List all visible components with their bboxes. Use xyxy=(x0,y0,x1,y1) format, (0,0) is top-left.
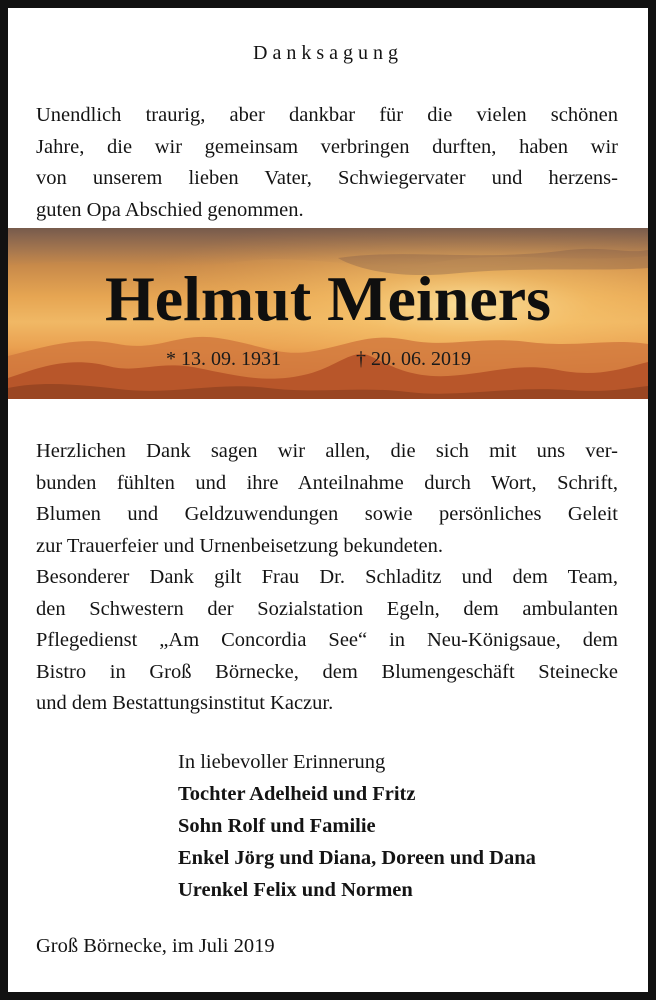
intro-line: Unendlich traurig, aber dankbar für die vielen schönen xyxy=(36,104,618,126)
family-signature xyxy=(178,746,536,906)
thanks-line: Pflegedienst „Am Concordia See“ in Neu-Königsaue, dem xyxy=(36,629,618,651)
thanks-line: den Schwestern der Sozialstation Egeln, dem ambulanten xyxy=(36,597,618,620)
family-member: Sohn Rolf und Familie xyxy=(178,815,376,837)
family-member: Urenkel Felix und Normen xyxy=(178,879,413,901)
intro-line: von unserem lieben Vater, Schwiegervater und herzens- xyxy=(36,167,618,189)
intro-line: Jahre, die wir gemeinsam verbringen durften, haben wir xyxy=(36,135,618,158)
thanks-line: Bistro in Groß Börnecke, dem Blumengeschäft Steinecke xyxy=(36,660,618,683)
birth-date: * 13. 09. 1931 xyxy=(166,348,281,370)
intro-paragraph xyxy=(36,100,618,226)
thanks-line: bunden fühlten und ihre Anteilnahme durch Wort, Schrift, xyxy=(36,471,618,494)
death-date: † 20. 06. 2019 xyxy=(356,348,471,370)
thanks-line: Blumen und Geldzuwendungen sowie persönliches Geleit xyxy=(36,503,618,525)
family-member: Enkel Jörg und Diana, Doreen und Dana xyxy=(178,847,536,869)
deceased-name: Helmut Meiners xyxy=(104,263,552,334)
place-and-date: Groß Börnecke, im Juli 2019 xyxy=(36,935,275,957)
intro-line: guten Opa Abschied genommen. xyxy=(36,198,304,221)
sunset-banner xyxy=(8,228,648,399)
signature-intro: In liebevoller Erinnerung xyxy=(178,751,386,773)
thanks-line: und dem Bestattungsinstitut Kaczur. xyxy=(36,692,334,714)
notice-heading: Danksagung xyxy=(253,42,403,64)
thanks-line: Herzlichen Dank sagen wir allen, die sich mit uns ver- xyxy=(36,440,618,462)
thanks-line: Besonderer Dank gilt Frau Dr. Schladitz und dem Team, xyxy=(36,566,618,588)
family-member: Tochter Adelheid und Fritz xyxy=(178,783,416,805)
thanks-paragraph xyxy=(36,436,618,720)
thanks-line: zur Trauerfeier und Urnenbeisetzung bekundeten. xyxy=(36,534,444,557)
